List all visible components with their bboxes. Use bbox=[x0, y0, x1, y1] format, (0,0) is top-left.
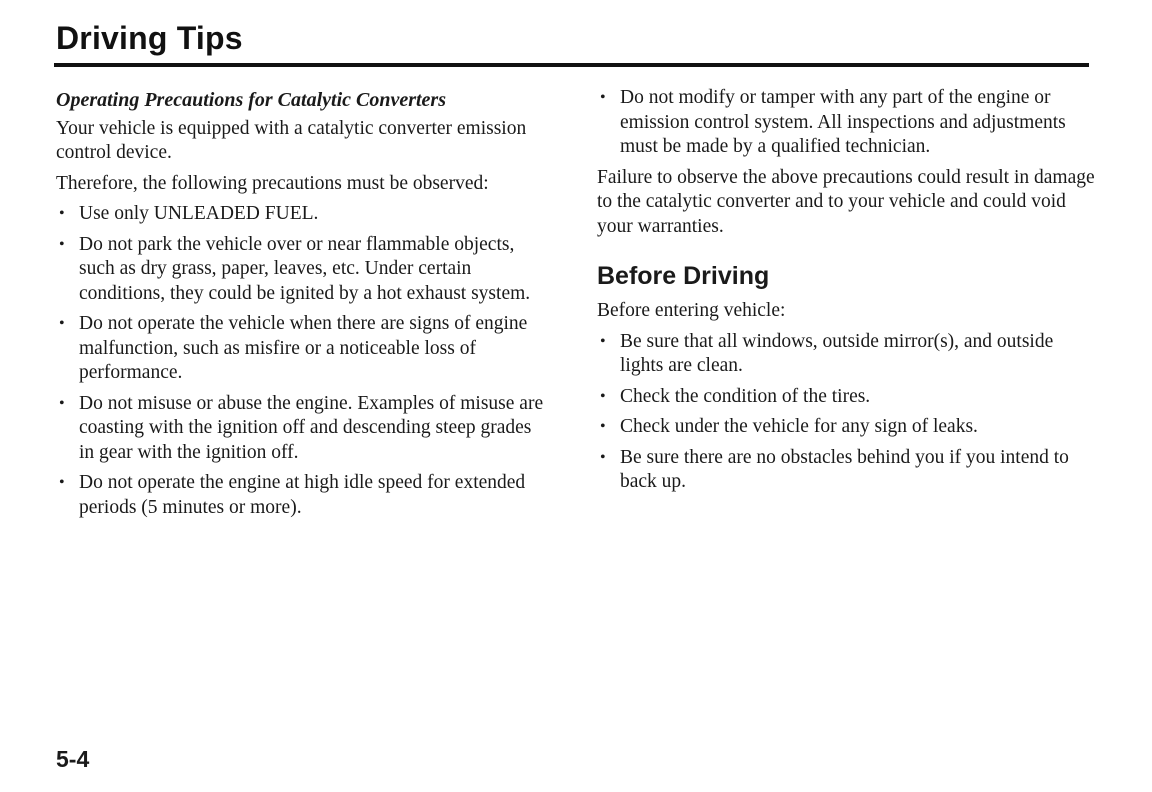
list-item-text: Do not misuse or abuse the engine. Examples of misuse are coasting with the ignition off and descending steep grades in gear with the ignition off. bbox=[79, 392, 544, 463]
subheading-catalytic-converters: Operating Precautions for Catalytic Converters bbox=[56, 89, 446, 111]
list-item bbox=[597, 330, 1097, 379]
page-number: 5-4 bbox=[56, 746, 90, 772]
warning-paragraph: Failure to observe the above precautions could result in damage to the catalytic converter and to your vehicle and could void your warranties. bbox=[597, 166, 1095, 237]
list-item bbox=[597, 385, 1097, 410]
bullet-icon: • bbox=[600, 332, 606, 350]
list-item-text: Be sure that all windows, outside mirror(s), and outside lights are clean. bbox=[620, 330, 1054, 376]
left-column bbox=[56, 88, 546, 526]
bullet-icon: • bbox=[600, 89, 606, 106]
before-driving-list bbox=[597, 330, 1097, 495]
list-item-text: Be sure there are no obstacles behind you if you intend to back up. bbox=[620, 446, 1069, 492]
list-item bbox=[597, 415, 1097, 440]
list-item-text: Do not park the vehicle over or near flammable objects, such as dry grass, paper, leaves, etc. Under certain conditions, they could be ignited by a hot exhaust system. bbox=[79, 233, 531, 304]
before-driving-lead: Before entering vehicle: bbox=[597, 300, 786, 321]
section-heading-before-driving: Before Driving bbox=[597, 262, 770, 290]
bullet-icon: • bbox=[59, 394, 65, 412]
intro-paragraph: Your vehicle is equipped with a catalytic converter emission control device. bbox=[56, 117, 527, 163]
bullet-icon: • bbox=[600, 418, 606, 435]
bullet-icon: • bbox=[600, 387, 606, 405]
list-item bbox=[56, 471, 546, 520]
list-item bbox=[56, 312, 546, 386]
bullet-icon: • bbox=[59, 205, 65, 222]
list-item bbox=[56, 202, 546, 227]
list-item bbox=[56, 392, 546, 466]
bullet-icon: • bbox=[59, 474, 65, 491]
page-title: Driving Tips bbox=[56, 20, 243, 56]
list-item-text: Do not operate the engine at high idle speed for extended periods (5 minutes or more). bbox=[79, 472, 526, 518]
list-item-text: Use only UNLEADED FUEL. bbox=[79, 203, 319, 224]
list-item-text: Check under the vehicle for any sign of leaks. bbox=[620, 416, 978, 437]
list-item bbox=[597, 446, 1097, 495]
bullet-icon: • bbox=[59, 315, 65, 332]
precautions-list bbox=[56, 202, 546, 520]
precautions-lead: Therefore, the following precautions must be observed: bbox=[56, 172, 489, 194]
title-rule bbox=[54, 63, 1089, 67]
bullet-icon: • bbox=[600, 448, 606, 466]
list-item-text: Do not modify or tamper with any part of the engine or emission control system. All inspections and adjustments must be made by a qualified technician. bbox=[620, 87, 1066, 157]
list-item-text: Do not operate the vehicle when there are signs of engine malfunction, such as misfire or a noticeable loss of performance. bbox=[79, 313, 528, 383]
right-column bbox=[597, 86, 1097, 501]
precautions-list-continued bbox=[597, 86, 1097, 160]
list-item bbox=[56, 233, 546, 307]
list-item-text: Check the condition of the tires. bbox=[620, 385, 871, 407]
bullet-icon: • bbox=[59, 235, 65, 253]
list-item bbox=[597, 86, 1097, 160]
